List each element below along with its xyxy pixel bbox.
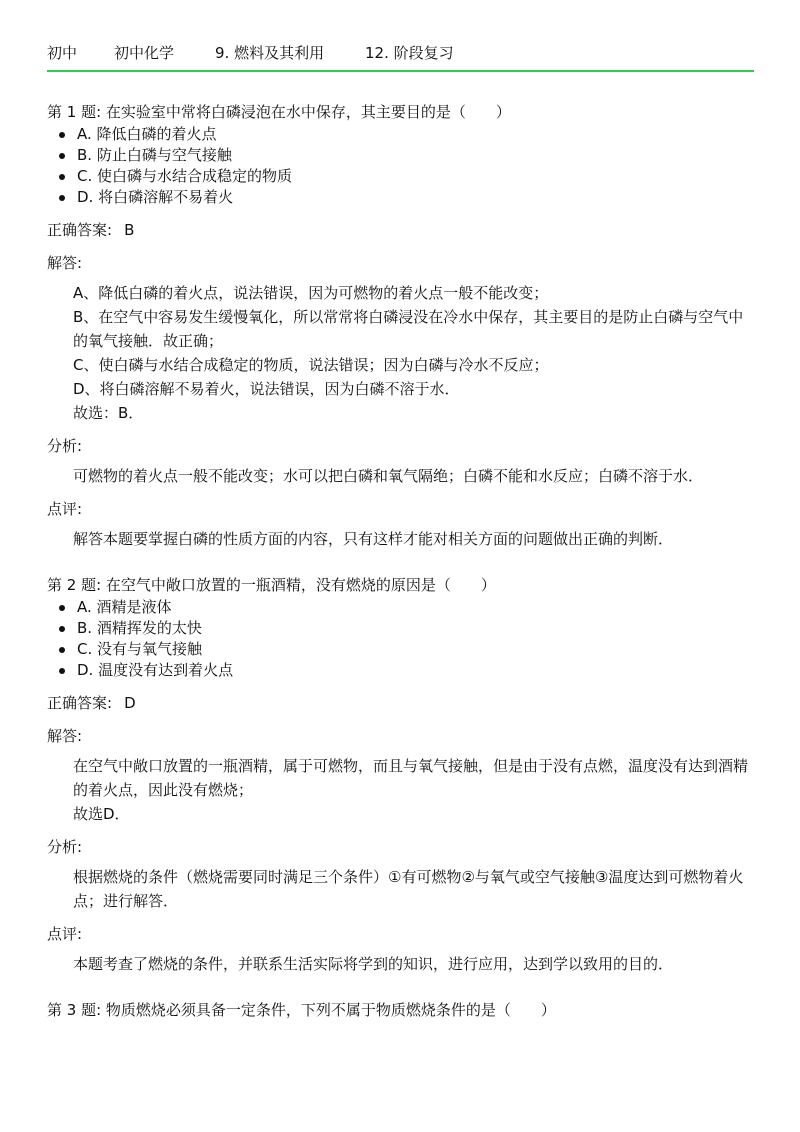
question-list bbox=[47, 100, 754, 1022]
option-a: A. 酒精是液体 bbox=[77, 597, 754, 618]
question-3 bbox=[47, 998, 754, 1022]
header-divider bbox=[47, 70, 754, 72]
answer-value: B bbox=[124, 221, 135, 239]
solution-line: 故选D． bbox=[73, 805, 130, 823]
correct-answer bbox=[47, 218, 754, 242]
analysis-body bbox=[47, 865, 754, 913]
breadcrumb-level[interactable]: 初中 bbox=[47, 43, 78, 62]
breadcrumb-subject[interactable]: 初中化学 bbox=[114, 43, 175, 62]
answer-value: D bbox=[124, 694, 136, 712]
option-b: B. 酒精挥发的太快 bbox=[77, 618, 754, 639]
solution-line: 在空气中敞口放置的一瓶酒精，属于可燃物，而且与氧气接触，但是由于没有点燃，温度没有达到酒精的着火点，因此没有燃烧； bbox=[73, 757, 749, 799]
correct-answer bbox=[47, 691, 754, 715]
solution-line: 故选：B． bbox=[73, 404, 144, 422]
solution-heading: 解答: bbox=[47, 727, 83, 745]
answer-label: 正确答案: bbox=[47, 694, 113, 712]
comment-heading: 点评: bbox=[47, 500, 83, 518]
question-title: 第 3 题: 物质燃烧必须具备一定条件，下列不属于物质燃烧条件的是（ ） bbox=[47, 1001, 556, 1019]
answer-label: 正确答案: bbox=[47, 221, 113, 239]
option-d: D. 温度没有达到着火点 bbox=[77, 660, 754, 681]
comment-body bbox=[47, 527, 754, 551]
solution-body bbox=[47, 281, 754, 425]
comment-line: 本题考查了燃烧的条件，并联系生活实际将学到的知识，进行应用，达到学以致用的目的． bbox=[73, 955, 674, 973]
option-list bbox=[47, 124, 754, 208]
analysis-heading: 分析: bbox=[47, 838, 83, 856]
solution-line: D、将白磷溶解不易着火，说法错误，因为白磷不溶于水． bbox=[73, 380, 460, 398]
analysis-body bbox=[47, 464, 754, 488]
breadcrumb bbox=[47, 40, 754, 64]
analysis-line: 根据燃烧的条件（燃烧需要同时满足三个条件）①有可燃物②与氧气或空气接触③温度达到可燃物着火点；进行解答． bbox=[73, 868, 744, 910]
solution-line: C、使白磷与水结合成稳定的物质，说法错误；因为白磷与冷水不反应； bbox=[73, 356, 549, 374]
option-c: C. 使白磷与水结合成稳定的物质 bbox=[77, 166, 754, 187]
breadcrumb-section[interactable]: 12. 阶段复习 bbox=[365, 43, 454, 62]
comment-body bbox=[47, 952, 754, 976]
solution-line: B、在空气中容易发生缓慢氧化，所以常常将白磷浸没在冷水中保存，其主要目的是防止白磷与空气中的氧气接触．故正确； bbox=[73, 308, 744, 350]
analysis-heading: 分析: bbox=[47, 437, 83, 455]
analysis-line: 可燃物的着火点一般不能改变；水可以把白磷和氧气隔绝；白磷不能和水反应；白磷不溶于水． bbox=[73, 467, 704, 485]
option-b: B. 防止白磷与空气接触 bbox=[77, 145, 754, 166]
option-c: C. 没有与氧气接触 bbox=[77, 639, 754, 660]
solution-line: A、降低白磷的着火点，说法错误，因为可燃物的着火点一般不能改变； bbox=[73, 284, 549, 302]
breadcrumb-chapter[interactable]: 9. 燃料及其利用 bbox=[215, 43, 325, 62]
option-a: A. 降低白磷的着火点 bbox=[77, 124, 754, 145]
option-list bbox=[47, 597, 754, 681]
question-1 bbox=[47, 100, 754, 551]
question-title: 第 2 题: 在空气中敞口放置的一瓶酒精，没有燃烧的原因是（ ） bbox=[47, 576, 496, 594]
question-title: 第 1 题: 在实验室中常将白磷浸泡在水中保存，其主要目的是（ ） bbox=[47, 103, 511, 121]
option-d: D. 将白磷溶解不易着火 bbox=[77, 187, 754, 208]
comment-line: 解答本题要掌握白磷的性质方面的内容，只有这样才能对相关方面的问题做出正确的判断． bbox=[73, 530, 674, 548]
solution-heading: 解答: bbox=[47, 254, 83, 272]
comment-heading: 点评: bbox=[47, 925, 83, 943]
solution-body bbox=[47, 754, 754, 826]
question-2 bbox=[47, 573, 754, 976]
